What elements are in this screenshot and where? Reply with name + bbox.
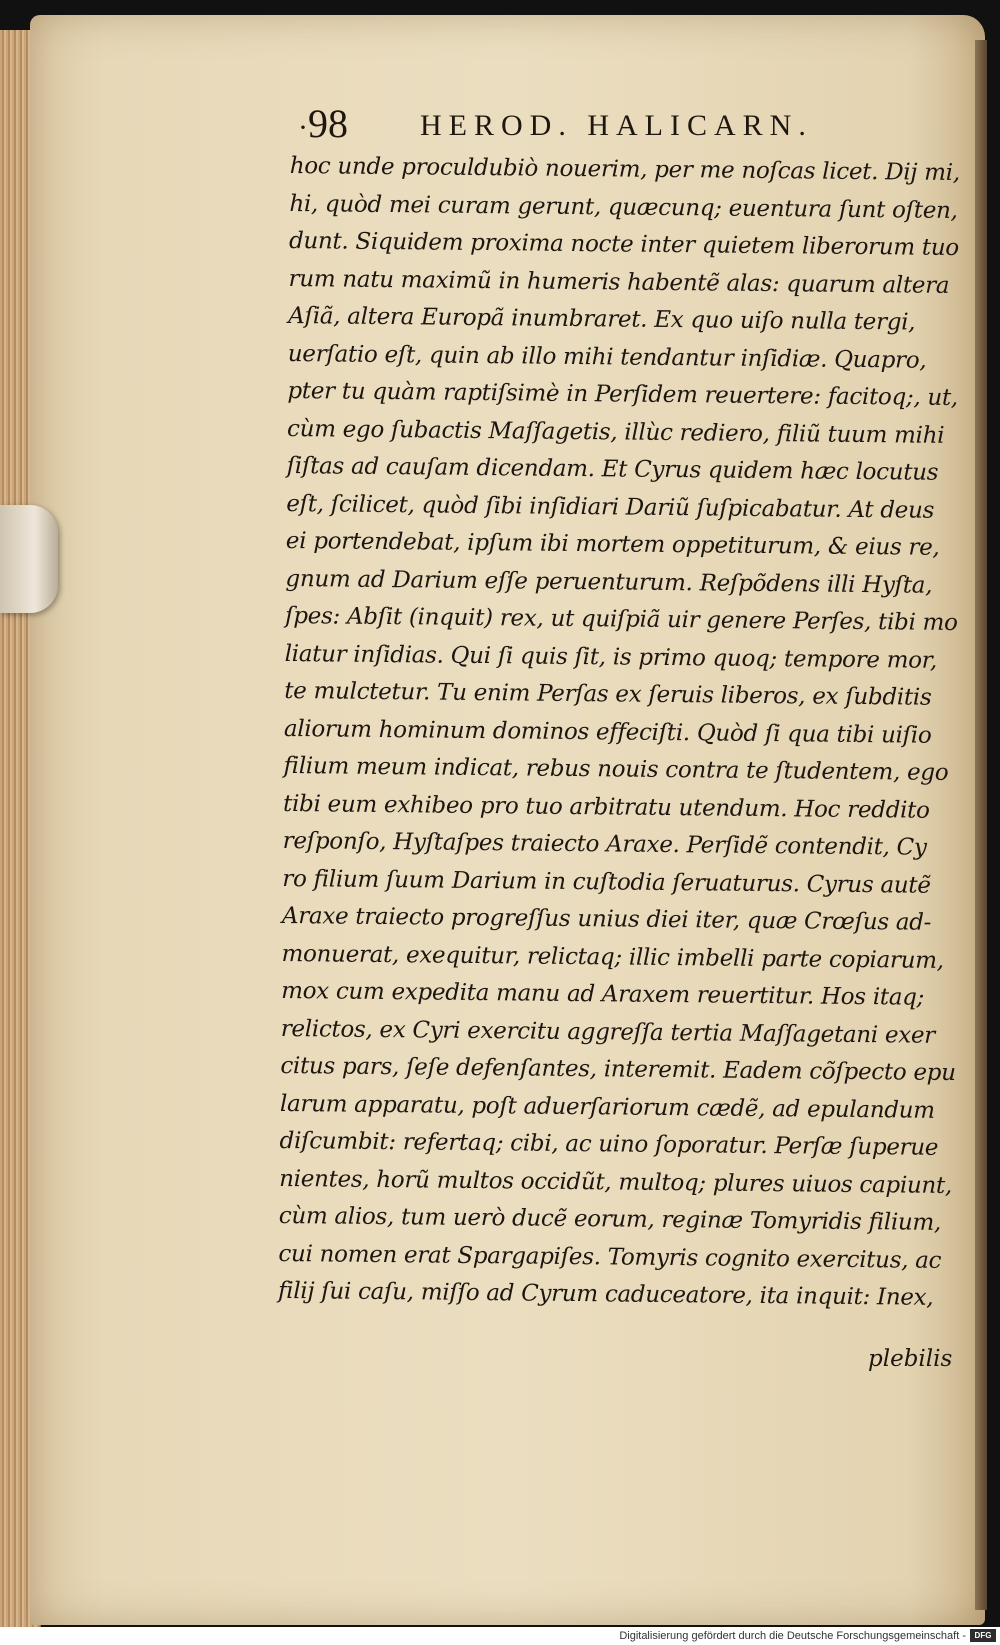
text-line: monuerat, exequitur, relictaq; illic imbelli parte copiarum,	[281, 940, 944, 974]
text-line: cùm alios, tum uerò ducẽ eorum, reginæ Tomyridis filium,	[278, 1202, 942, 1236]
text-line: gnum ad Darium eſſe peruenturum. Reſpõdens illi Hyſta,	[285, 565, 933, 599]
book-gutter-edge	[975, 40, 987, 1610]
running-head: HEROD. HALICARN.	[420, 109, 813, 142]
text-line: filium meum indicat, rebus nouis contra te ſtudentem, ego	[283, 752, 949, 786]
text-line: hoc unde proculdubiò nouerim, per me noſcas licet. Dij mi,	[289, 152, 960, 187]
text-line: larum apparatu, poſt aduerſariorum cædẽ, ad epulandum	[279, 1090, 935, 1124]
text-line: hi, quòd mei curam gerunt, quæcunq; euentura ſunt oſten,	[289, 190, 958, 224]
text-line: Aſiã, altera Europã inumbraret. Ex quo uiſo nulla tergi,	[288, 302, 916, 336]
text-line: tibi eum exhibeo pro tuo arbitratu utendum. Hoc reddito	[282, 790, 930, 824]
text-line: ſpes: Abſit (inquit) rex, ut quiſpiã uir genere Perſes, tibi mo	[284, 602, 958, 637]
text-line: rum natu maximũ in humeris habentẽ alas: quarum altera	[288, 265, 950, 299]
text-line: aliorum hominum dominos effeciſti. Quòd ſi qua tibi uiſio	[283, 715, 932, 749]
page-header	[290, 98, 930, 148]
text-line: uerſatio eſt, quin ab illo mihi tendantur inſidiæ. Quapro,	[287, 340, 927, 374]
text-line: cui nomen erat Spargapiſes. Tomyris cognito exercitus, ac	[278, 1240, 942, 1274]
text-line: diſcumbit: refertaq; cibi, ac uino ſoporatur. Perſæ ſuperue	[279, 1127, 939, 1161]
text-line: relictos, ex Cyri exercitu aggreſſa tertia Maſſagetani exer	[280, 1015, 936, 1049]
text-line: ro filium ſuum Darium in cuſtodia ſeruaturus. Cyrus autẽ	[282, 865, 931, 899]
text-line: citus pars, ſeſe defenſantes, interemit. Eadem cõſpecto epu	[280, 1052, 956, 1087]
text-line: te mulctetur. Tu enim Perſas ex ſeruis liberos, ex ſubditis	[284, 677, 932, 711]
catchword: plebilis	[868, 1346, 953, 1372]
page-number: · 98	[298, 102, 348, 150]
page-clip	[0, 505, 58, 613]
text-line: reſponſo, Hyſtaſpes traiecto Araxe. Perſidẽ contendit, Cy	[282, 827, 927, 861]
text-line: mox cum expedita manu ad Araxem reuertitur. Hos itaq;	[281, 977, 925, 1011]
text-line: ei portendebat, ipſum ibi mortem oppetiturum, & eius re,	[285, 527, 940, 561]
text-line: liatur inſidias. Qui ſi quis ſit, is primo quoq; tempore mor,	[284, 640, 938, 674]
text-line: Araxe traiecto progreſſus unius diei iter, quæ Crœſus ad-	[281, 902, 932, 936]
digitization-footer	[0, 1627, 1000, 1645]
footer-credit: Digitalisierung gefördert durch die Deutsche Forschungsgemeinschaft -	[619, 1630, 966, 1642]
text-line: dunt. Siquidem proxima nocte inter quietem liberorum tuo	[288, 227, 959, 262]
text-line: pter tu quàm raptiſsimè in Perſidem reuertere: facitoq;, ut,	[287, 377, 959, 412]
body-text	[277, 148, 960, 1317]
text-line: filij ſui caſu, miſſo ad Cyrum caduceatore, ita inquit: Inex,	[277, 1277, 934, 1311]
text-line: nientes, horũ multos occidũt, multoq; plures uiuos capiunt,	[279, 1165, 953, 1199]
text-line: cùm ego ſubactis Maſſagetis, illùc rediero, filiũ tuum mihi	[286, 415, 945, 449]
text-line: eſt, ſcilicet, quòd ſibi inſidiari Dariũ ſuſpicabatur. At deus	[286, 490, 935, 524]
dfg-logo: DFG	[970, 1629, 996, 1642]
text-line: ſiſtas ad cauſam dicendam. Et Cyrus quidem hæc locutus	[286, 452, 939, 486]
